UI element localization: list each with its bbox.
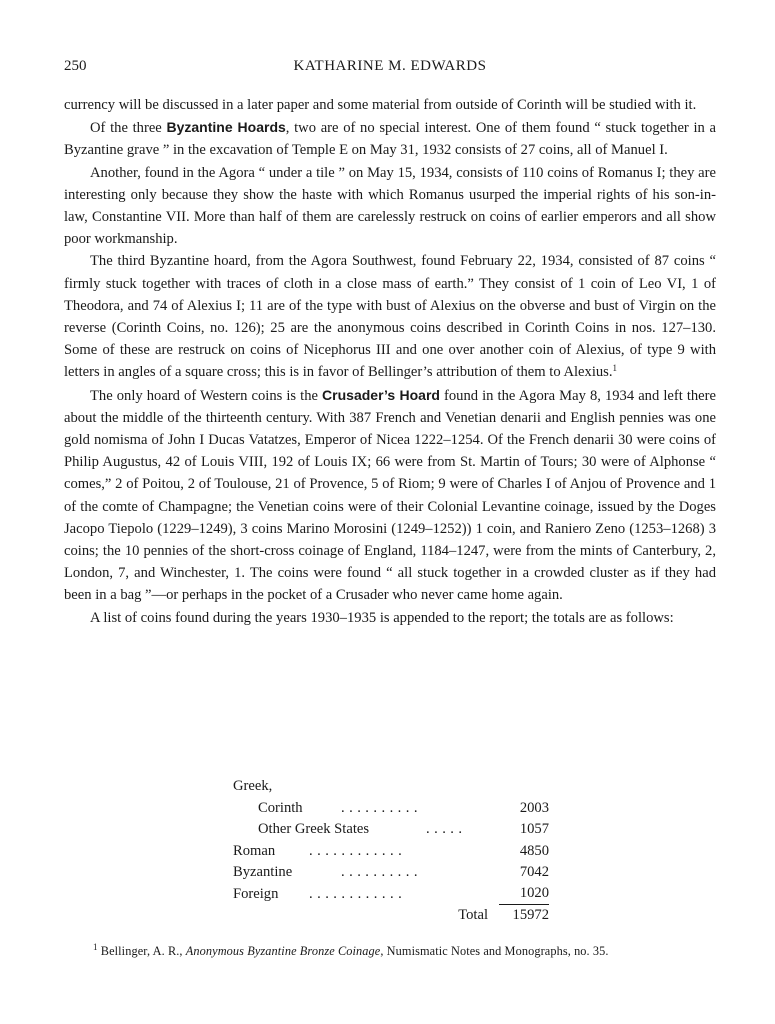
footnote: $^1$ Bellinger, A. R., Anonymous Byzantine Bronze Coinage, Numismatic Notes and Monographs, no. 35. [93,942,609,958]
leader-dots: . . . . . . . . . . [341,799,418,816]
row-value: 1020 [499,884,549,905]
byzantine-hoards-heading: Byzantine Hoards [166,119,286,136]
footnote-cited-title: Anonymous Byzantine Bronze Coinage [185,944,381,958]
running-header [64,58,716,82]
table-row [233,884,549,906]
leader-dots: . . . . . . . . . . . . [309,885,403,902]
table-row [233,862,549,884]
paragraph-romanus-hoard: Another, found in the Agora “ under a tile ” on May 15, 1934, consists of 110 coins of Romanus I; they are interesting only because they show the haste with which Romanus usurped the imperial rights of his son-in-law, Constantine VII. More than half of them are carelessly restruck on coins of earlier emperors and all show poor workmanship. [64,164,716,248]
footnote-marker: 1 [93,942,98,952]
total-value: 15972 [512,907,549,923]
table-row [233,819,549,841]
row-value: 1057 [519,821,549,837]
row-value: 7042 [519,864,549,880]
paragraph-byzantine-hoards: Of the three Byzantine Hoards, two are of no special interest. One of them found “ stuck together in a Byzantine grave ” in the excavation of Temple E on May 31, 1932 consists of 27 coins, all of Manuel I. [64,119,717,159]
total-label: Total [458,907,488,923]
greek-group-label: Greek, [233,778,273,794]
row-label: Roman [233,842,276,859]
paragraph-continued: currency will be discussed in a later paper and some material from outside of Corinth will be studied with it. [64,97,697,113]
paragraph-third-byzantine-hoard: The third Byzantine hoard, from the Agora Southwest, found February 22, 1934, consisted of 87 coins “ firmly stuck together with traces of cloth in a close mass of earth.” They consist of 1 coin of Leo VI, 1 of Theodora, and 74 of Alexius I; 11 are of the type with bust of Alexius on the obverse and bust of Virgin on the reverse (Corinth Coins, no. 126); 25 are the anonymous coins described in Corinth Coins in nos. 127–130. Some of these are restruck on coins of Nicephorus III and one over another coin of Alexius, of type 9 with letters in angles of a square cross; this is in favor of Bellinger’s attribution of them to Alexius.$^1$ [64,253,716,381]
row-value: 4850 [519,842,549,859]
running-head-author: KATHARINE M. EDWARDS [293,58,487,74]
table-row-total [233,905,549,927]
row-label: Byzantine [233,864,293,880]
footnote-reference: 1 [612,363,618,374]
leader-dots: . . . . . [426,821,463,837]
row-label: Corinth [258,799,303,816]
table-row [233,841,549,863]
crusaders-hoard-heading: Crusader’s Hoard [322,386,440,403]
row-value: 2003 [519,799,549,816]
row-label: Other Greek States [258,821,370,837]
paragraph-crusaders-hoard: The only hoard of Western coins is the Crusader’s Hoard found in the Agora May 8, 1934 and left there about the middle of the thirteenth century. With 387 French and Venetian denarii and English pennies was one gold nomisma of John I Ducas Vatatzes, Emperor of Nicea 1222–1254. Of the French denarii 30 were coins of Philip Augustus, 42 of Louis VIII, 192 of Louis IX; 66 were from St. Martin of Tours; 30 were of Alphonse “ comes,” 2 of Poitou, 2 of Toulouse, 21 of Provence, 5 of Riom; 9 were of Charles I of Anjou of Provence and 1 of the comte of Champagne; the Venetian coins were of their Colonial Levantine coinage, issued by the Doges Jacopo Tiepolo (1229–1249), 3 coins Marino Morosini (1249–1252)) 1 coin, and Raniero Zeno (1253–1268) 3 coins; the 10 pennies of the short-cross coinage of England, 1184–1247, were from the mints of Canterbury, 2, London, 7, and Winchester, 1. The coins were found “ all stuck together in a crowded cluster as if they had been in a bag ”—or perhaps in the pocket of a Crusader who never came home again. [64,386,717,604]
coin-totals-table [233,776,549,927]
paragraph-totals-intro: A list of coins found during the years 1930–1935 is appended to the report; the totals are as follows: [90,609,674,626]
row-label: Foreign [233,885,279,902]
table-row [233,798,549,820]
leader-dots: . . . . . . . . . . . . [309,842,403,859]
table-row [233,776,549,798]
body-text [64,94,716,629]
page-number: 250 [64,58,87,74]
leader-dots: . . . . . . . . . . [341,864,418,880]
